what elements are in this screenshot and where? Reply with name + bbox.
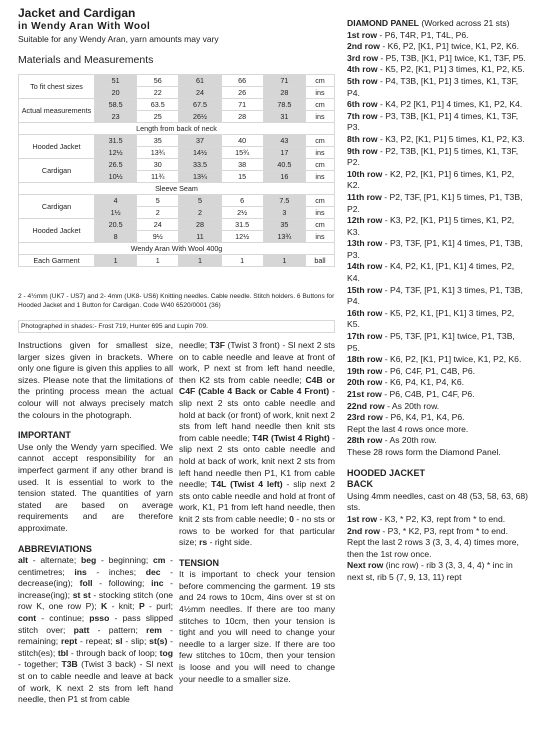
table-row bbox=[19, 135, 335, 147]
cell: 30 bbox=[137, 159, 179, 171]
cell: 24 bbox=[179, 87, 221, 99]
cell: 16 bbox=[263, 171, 305, 183]
cell: 1 bbox=[95, 255, 137, 267]
table-row bbox=[19, 75, 335, 87]
cell: 4 bbox=[95, 195, 137, 207]
cell: 37 bbox=[179, 135, 221, 147]
suitable-note: Suitable for any Wendy Aran, yarn amounts may vary bbox=[18, 34, 219, 44]
pattern-row bbox=[347, 53, 529, 65]
abbreviations-heading: ABBREVIATIONS bbox=[18, 543, 92, 554]
cell: 11¾ bbox=[137, 171, 179, 183]
unit: ins bbox=[306, 111, 335, 123]
cell: 2 bbox=[137, 207, 179, 219]
row-label: 2nd row bbox=[347, 525, 380, 536]
cell: 23 bbox=[95, 111, 137, 123]
cell: 20.5 bbox=[95, 219, 137, 231]
cell: 15 bbox=[221, 171, 263, 183]
unit: cm bbox=[306, 195, 335, 207]
row-label: Hooded Jacket bbox=[19, 135, 95, 159]
cell: 9½ bbox=[137, 231, 179, 243]
pattern-row bbox=[347, 261, 529, 284]
row-text: - K6, P2, [K1, P1] twice, K1, P2, K6. bbox=[382, 41, 519, 52]
cell: 78.5 bbox=[263, 99, 305, 111]
rept-rows-text: Rept the last 2 rows 3 (3, 3, 4, 4) times more, then the 1st row once. bbox=[347, 537, 519, 559]
column-right bbox=[347, 18, 529, 584]
cell: 15¾ bbox=[221, 147, 263, 159]
cell: 40 bbox=[221, 135, 263, 147]
back-text: Using 4mm needles, cast on 48 (53, 58, 63, 68) sts. bbox=[347, 490, 529, 513]
row-text: - As 20th row. bbox=[387, 400, 440, 411]
cell: 22 bbox=[137, 87, 179, 99]
diamond-heading: DIAMOND PANEL bbox=[347, 18, 419, 28]
photo-note: Photographed in shades:- Frost 719, Hunter 695 and Lupin 709. bbox=[18, 320, 335, 333]
row-label: 2nd row bbox=[347, 41, 380, 52]
cell: 31.5 bbox=[221, 219, 263, 231]
cell: 71 bbox=[221, 99, 263, 111]
hooded-jacket-heading: HOODED JACKET bbox=[347, 467, 426, 478]
tension-heading: TENSION bbox=[179, 557, 220, 568]
row-text: - K4, P2 [K1, P1] 4 times, K1, P2, K4. bbox=[379, 99, 523, 110]
abbreviations-text: alt - alternate; beg - beginning; cm - centimetres; ins - inches; dec - decrease(ing); foll - following; inc - increase(ing); st st - stocking stitch (one row K, one row P); K - knit; P - purl; cont - continue; psso - pass slipped stitch over; patt - pattern; rem - remaining; rept - repeat; sl - slip; st(s) - stitch(es); tbl - through back of loop; tog - together; T3B (Twist 3 back) - Sl next st on to cable needle and leave at back of work, K next 2 sts from left hand needle, then P1 st from cable bbox=[18, 555, 174, 705]
cell: 1 bbox=[179, 255, 221, 267]
row-label: 20th row bbox=[347, 377, 383, 388]
cell: 58.5 bbox=[95, 99, 137, 111]
row-label: Cardigan bbox=[19, 195, 95, 219]
cell: 2½ bbox=[221, 207, 263, 219]
unit: ins bbox=[306, 147, 335, 159]
row-label: 23rd row bbox=[347, 412, 383, 423]
cell: 2 bbox=[179, 207, 221, 219]
row-label: 21st row bbox=[347, 389, 382, 399]
cell: 5 bbox=[137, 195, 179, 207]
row-label: 9th row bbox=[347, 145, 378, 156]
unit: ins bbox=[306, 87, 335, 99]
column-middle bbox=[179, 340, 335, 685]
cell: 1 bbox=[221, 255, 263, 267]
row-label: Hooded Jacket bbox=[19, 219, 95, 243]
pattern-row bbox=[347, 308, 529, 331]
measurements-table bbox=[18, 74, 335, 267]
row-label: 5th row bbox=[347, 75, 378, 86]
unit: ball bbox=[306, 255, 335, 267]
row-text: - P4, T3F, [P1, K1] 3 times, P1, T3B, P4. bbox=[347, 284, 523, 307]
pattern-row bbox=[347, 412, 529, 424]
pattern-row bbox=[347, 64, 529, 76]
diamond-note: (Worked across 21 sts) bbox=[421, 18, 510, 28]
table-row bbox=[19, 123, 335, 135]
pattern-row bbox=[347, 377, 529, 389]
needles-note: 2 - 4½mm (UK7 - US7) and 2- 4mm (UK8- US6) Knitting needles. Cable needle. Stitch holders. 6 Buttons for Hooded Jacket and 1 Button for Cardigan. Code W40 6520/0001 (36) bbox=[18, 293, 335, 309]
row-label: 28th row bbox=[347, 435, 383, 446]
section-header: Sleeve Seam bbox=[19, 183, 335, 195]
row-label: 14th row bbox=[347, 261, 383, 272]
row-label: Cardigan bbox=[19, 159, 95, 183]
cell: 10½ bbox=[95, 171, 137, 183]
table-row bbox=[19, 159, 335, 171]
cell: 13¼ bbox=[179, 171, 221, 183]
row-label: 7th row bbox=[347, 110, 378, 121]
row-label: 17th row bbox=[347, 331, 383, 342]
row-label: 13th row bbox=[347, 238, 383, 249]
cell: 31.5 bbox=[95, 135, 137, 147]
cell: 35 bbox=[137, 135, 179, 147]
cell: 1 bbox=[263, 255, 305, 267]
row-text: - P6, T4R, P1, T4L, P6. bbox=[379, 29, 469, 40]
row-label: 4th row bbox=[347, 64, 378, 75]
cell: 28 bbox=[179, 219, 221, 231]
page-title: Jacket and Cardigan bbox=[18, 6, 136, 20]
cell: 56 bbox=[137, 75, 179, 87]
pattern-row bbox=[347, 192, 529, 215]
row-text: - P3, T3F, [P1, K1] 4 times, P1, T3B, P3. bbox=[347, 238, 523, 260]
row-label: Each Garment bbox=[19, 255, 95, 267]
cell: 43 bbox=[263, 135, 305, 147]
row-label: Next row bbox=[347, 560, 384, 571]
row-label: 8th row bbox=[347, 133, 378, 144]
back-heading: BACK bbox=[347, 479, 373, 490]
row-label: 11th row bbox=[347, 191, 382, 202]
row-text: - P5, T3B, [K1, P1] twice, K1, T3F, P5. bbox=[380, 52, 526, 63]
table-row bbox=[19, 219, 335, 231]
row-label: 3rd row bbox=[347, 52, 379, 63]
table-row bbox=[19, 183, 335, 195]
unit: cm bbox=[306, 135, 335, 147]
row-label: 16th row bbox=[347, 307, 383, 318]
unit: ins bbox=[306, 207, 335, 219]
unit: cm bbox=[306, 159, 335, 171]
cell: 13¾ bbox=[263, 231, 305, 243]
row-text: - K5, P2, [K1, P1] 3 times, K1, P2, K5. bbox=[379, 64, 525, 75]
important-heading: IMPORTANT bbox=[18, 430, 71, 441]
row-label: 15th row bbox=[347, 284, 383, 295]
row-text: - K3, P2, [K1, P1] 5 times, K1, P2, K3. bbox=[347, 215, 515, 237]
row-text: - P6, K4, P1, K4, P6. bbox=[385, 412, 465, 423]
materials-heading: Materials and Measurements bbox=[18, 54, 154, 66]
cell: 17 bbox=[263, 147, 305, 159]
tension-text: It is important to check your tension before commencing the garment. 19 sts and 24 rows to 10cm, 4ins over st st on 4½mm needles. If there are too many stitches to 10cm, then your tension is tight and you will need to change your needle to a larger size. If there are too few stitches to 10cm, then your tension is loose and you will need to change your needle to a smaller size. bbox=[179, 569, 335, 684]
row-text: - P5, T3F, [P1, K1] twice, P1, T3B, P5. bbox=[347, 331, 515, 353]
row-text: - P2, T3B, [K1, P1] 5 times, K1, T3F, P2. bbox=[347, 145, 519, 168]
row-text: - P2, T3F, [P1, K1] 5 times, P1, T3B, P2. bbox=[347, 191, 523, 214]
pattern-row bbox=[347, 389, 529, 401]
pattern-row bbox=[347, 331, 529, 354]
pattern-row bbox=[347, 366, 529, 378]
cell: 5 bbox=[179, 195, 221, 207]
cell: 71 bbox=[263, 75, 305, 87]
pattern-row bbox=[347, 146, 529, 169]
row-label: 19th row bbox=[347, 365, 383, 376]
cell: 12½ bbox=[221, 231, 263, 243]
row-label: 6th row bbox=[347, 99, 378, 110]
important-text: Use only the Wendy yarn specified. We cannot accept responsibility for an imperfect garment if any other brand is used. It is essential to work to the tension stated. The quantities of yarn stated are based on average requirements and are therefore approximate. bbox=[18, 441, 173, 533]
unit: ins bbox=[306, 171, 335, 183]
cell: 1 bbox=[137, 255, 179, 267]
row-text: - K6, P4, K1, P4, K6. bbox=[384, 377, 465, 388]
pattern-row bbox=[347, 76, 529, 99]
row-label: 1st row bbox=[347, 513, 378, 524]
row-text: - P6, C4F, P1, C4B, P6. bbox=[384, 365, 476, 376]
rept-text: Rept the last 4 rows once more. bbox=[347, 423, 469, 434]
form-text: These 28 rows form the Diamond Panel. bbox=[347, 446, 501, 457]
row-label: 18th row bbox=[347, 354, 383, 365]
cell: 20 bbox=[95, 87, 137, 99]
row-label: To fit chest sizes bbox=[19, 75, 95, 99]
cell: 12½ bbox=[95, 147, 137, 159]
table-row bbox=[19, 99, 335, 111]
table-row bbox=[19, 255, 335, 267]
pattern-row bbox=[347, 99, 529, 111]
cell: 26.5 bbox=[95, 159, 137, 171]
cell: 25 bbox=[137, 111, 179, 123]
row-label: 1st row bbox=[347, 29, 378, 40]
abbreviations-cont: needle; T3F (Twist 3 front) - Sl next 2 sts on to cable needle and leave at front of work, P next st from left hand needle, then K2 sts from cable needle; C4B or C4F (Cable 4 Back or Cable 4 Front) - slip next 2 sts onto cable needle and hold at back (or front) of work, knit next 2 sts from left hand needle then knit sts from cable needle; T4R (Twist 4 Right) - slip next 2 sts onto cable needle and hold at back of work, knit next 2 sts from left hand needle then P1, K1 from cable needle; T4L (Twist 4 left) - slip next 2 sts onto cable needle and hold at front of work, K1, P1 from left hand needle, then knit 2 sts from cable needle; 0 - no sts or rows to be worked for that particular size; rs - right side. bbox=[179, 340, 336, 548]
row-text: - P3, * K2, P3, rept from * to end. bbox=[382, 525, 508, 536]
cell: 1½ bbox=[95, 207, 137, 219]
cell: 26 bbox=[221, 87, 263, 99]
row-text: - K3, * P2, K3, rept from * to end. bbox=[379, 513, 506, 524]
row-text: (inc row) - rib 3 (3, 3, 4, 4) * inc in next st, rib 5 (7, 9, 13, 11) rept bbox=[347, 560, 513, 582]
cell: 8 bbox=[95, 231, 137, 243]
row-text: - P6, C4B, P1, C4F, P6. bbox=[384, 389, 475, 399]
unit: ins bbox=[306, 231, 335, 243]
cell: 6 bbox=[221, 195, 263, 207]
cell: 28 bbox=[221, 111, 263, 123]
cell: 7.5 bbox=[263, 195, 305, 207]
pattern-row bbox=[347, 169, 529, 192]
column-left bbox=[18, 340, 173, 706]
cell: 51 bbox=[95, 75, 137, 87]
cell: 35 bbox=[263, 219, 305, 231]
row-label: Actual measurements bbox=[19, 99, 95, 123]
cell: 33.5 bbox=[179, 159, 221, 171]
cell: 61 bbox=[179, 75, 221, 87]
pattern-row bbox=[347, 134, 529, 146]
cell: 38 bbox=[221, 159, 263, 171]
cell: 24 bbox=[137, 219, 179, 231]
cell: 40.5 bbox=[263, 159, 305, 171]
pattern-row bbox=[347, 41, 529, 53]
cell: 63.5 bbox=[137, 99, 179, 111]
row-text: - As 20th row. bbox=[384, 435, 437, 446]
cell: 13¾ bbox=[137, 147, 179, 159]
cell: 66 bbox=[221, 75, 263, 87]
row-text: - K3, P2, [K1, P1] 5 times, K1, P2, K3. bbox=[379, 133, 525, 144]
row-text: - K5, P2, K1, [P1, K1] 3 times, P2, K5. bbox=[347, 307, 515, 330]
pattern-row bbox=[347, 401, 529, 413]
cell: 11 bbox=[179, 231, 221, 243]
row-text: - K2, P2, [K1, P1] 6 times, K1, P2, K2. bbox=[347, 168, 515, 191]
cell: 14½ bbox=[179, 147, 221, 159]
intro-text: Instructions given for smallest size, larger sizes given in brackets. Where only one figure is given this applies to all sizes. Please note that the limitations of the printing process mean the actual colour will not always precisely match the colours in the photograph. bbox=[18, 340, 173, 420]
row-label: 12th row bbox=[347, 215, 383, 226]
page-subtitle: in Wendy Aran With Wool bbox=[18, 21, 151, 32]
pattern-row bbox=[347, 215, 529, 238]
cell: 26½ bbox=[179, 111, 221, 123]
row-text: - K4, P2, K1, [P1, K1] 4 times, P2, K4. bbox=[347, 261, 515, 284]
row-label: 22nd row bbox=[347, 400, 385, 411]
cell: 28 bbox=[263, 87, 305, 99]
cell: 3 bbox=[263, 207, 305, 219]
cell: 31 bbox=[263, 111, 305, 123]
row-text: - K6, P2, [K1, P1] twice, K1, P2, K6. bbox=[384, 354, 522, 365]
cell: 67.5 bbox=[179, 99, 221, 111]
pattern-row bbox=[347, 30, 529, 42]
unit: cm bbox=[306, 75, 335, 87]
row-text: - P4, T3B, [K1, P1] 3 times, K1, T3F, P4. bbox=[347, 75, 519, 98]
row-text: - P3, T3B, [K1, P1] 4 times, K1, T3F, P3. bbox=[347, 110, 519, 133]
pattern-row bbox=[347, 238, 529, 261]
unit: cm bbox=[306, 99, 335, 111]
diamond-rows bbox=[347, 30, 529, 424]
table-row bbox=[19, 195, 335, 207]
pattern-row bbox=[347, 354, 529, 366]
section-header: Wendy Aran With Wool 400g bbox=[19, 243, 335, 255]
table-row bbox=[19, 243, 335, 255]
pattern-row bbox=[347, 285, 529, 308]
row-label: 10th row bbox=[347, 168, 383, 179]
unit: cm bbox=[306, 219, 335, 231]
section-header: Length from back of neck bbox=[19, 123, 335, 135]
pattern-row bbox=[347, 111, 529, 134]
